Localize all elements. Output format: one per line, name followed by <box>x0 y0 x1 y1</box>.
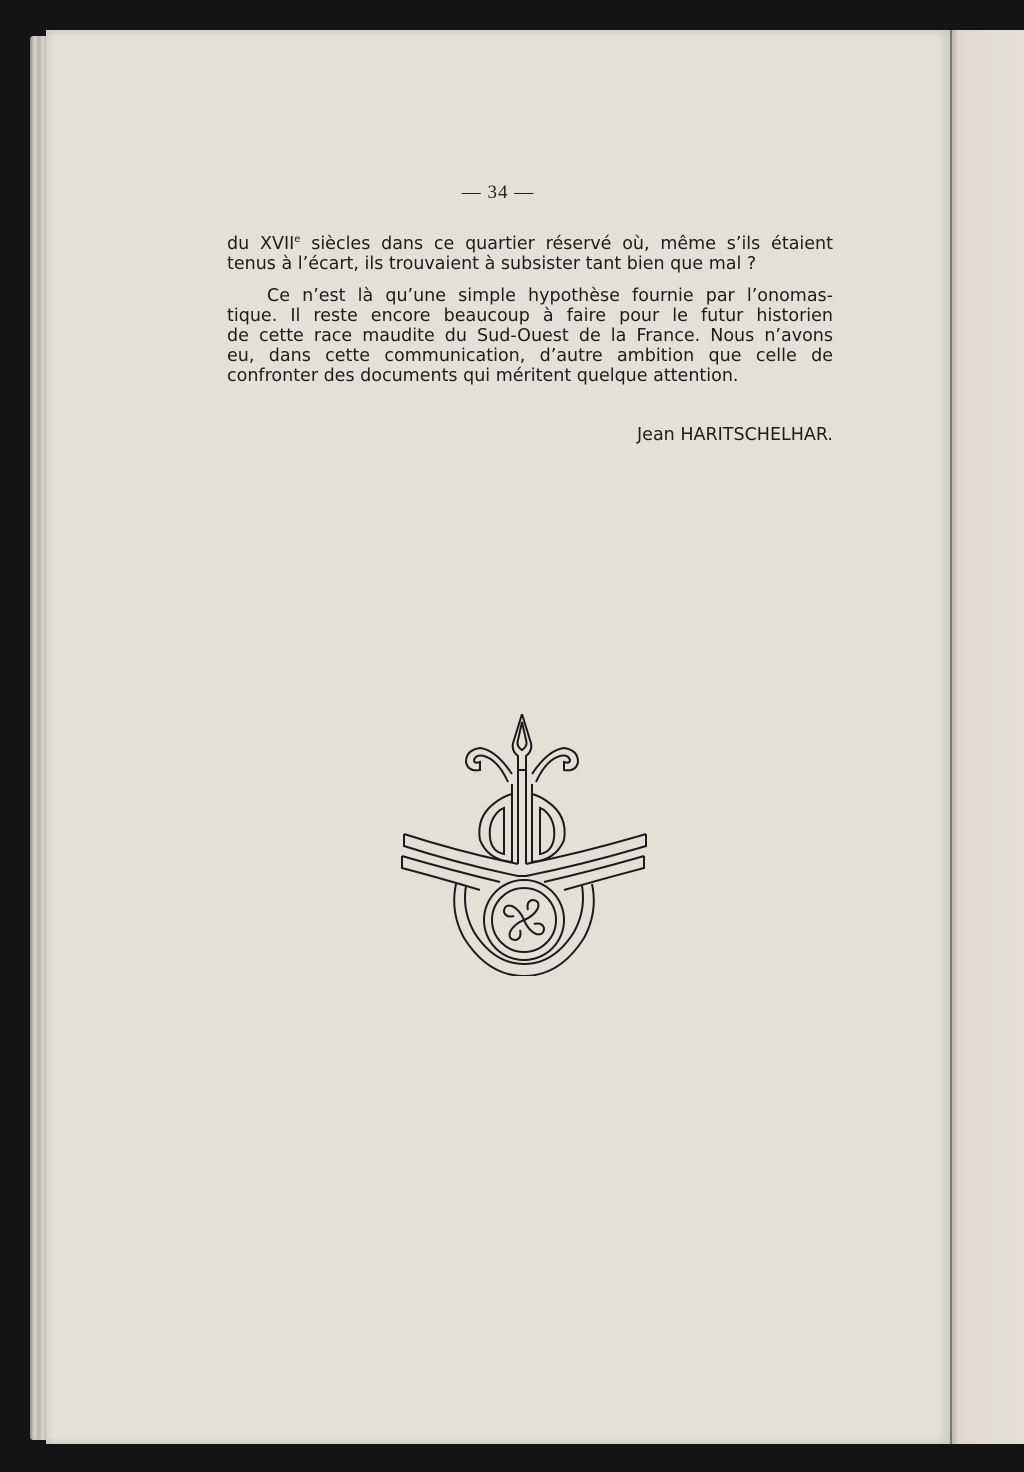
book-page <box>46 30 950 1444</box>
body-text <box>227 234 833 386</box>
text-fragment: siècles dans ce quartier réservé où, même s’ils étaient <box>300 234 833 254</box>
paragraph-1-line-2: tenus à l’écart, ils trouvaient à subsister tant bien que mal ? <box>227 254 757 274</box>
paragraph-1-line-1 <box>227 234 833 254</box>
basque-ornament-icon <box>400 714 650 976</box>
paragraph-2-line-5: confronter des documents qui méritent quelque attention. <box>227 366 739 386</box>
author-signature: Jean HARITSCHELHAR. <box>637 425 833 445</box>
paragraph-2-line-2: tique. Il reste encore beaucoup à faire pour le futur historien <box>227 306 833 326</box>
text-fragment: du XVII <box>227 234 295 254</box>
paragraph-2-line-4: eu, dans cette communication, d’autre ambition que celle de <box>227 346 833 366</box>
facing-page-edge <box>950 30 1024 1444</box>
page-number: — 34 — <box>461 182 535 203</box>
superscript: e <box>294 234 301 246</box>
paragraph-gap <box>227 274 833 286</box>
paragraph-2-line-3: de cette race maudite du Sud-Ouest de la France. Nous n’avons <box>227 326 833 346</box>
paragraph-2-line-1: Ce n’est là qu’une simple hypothèse fournie par l’onomas- <box>267 286 833 306</box>
